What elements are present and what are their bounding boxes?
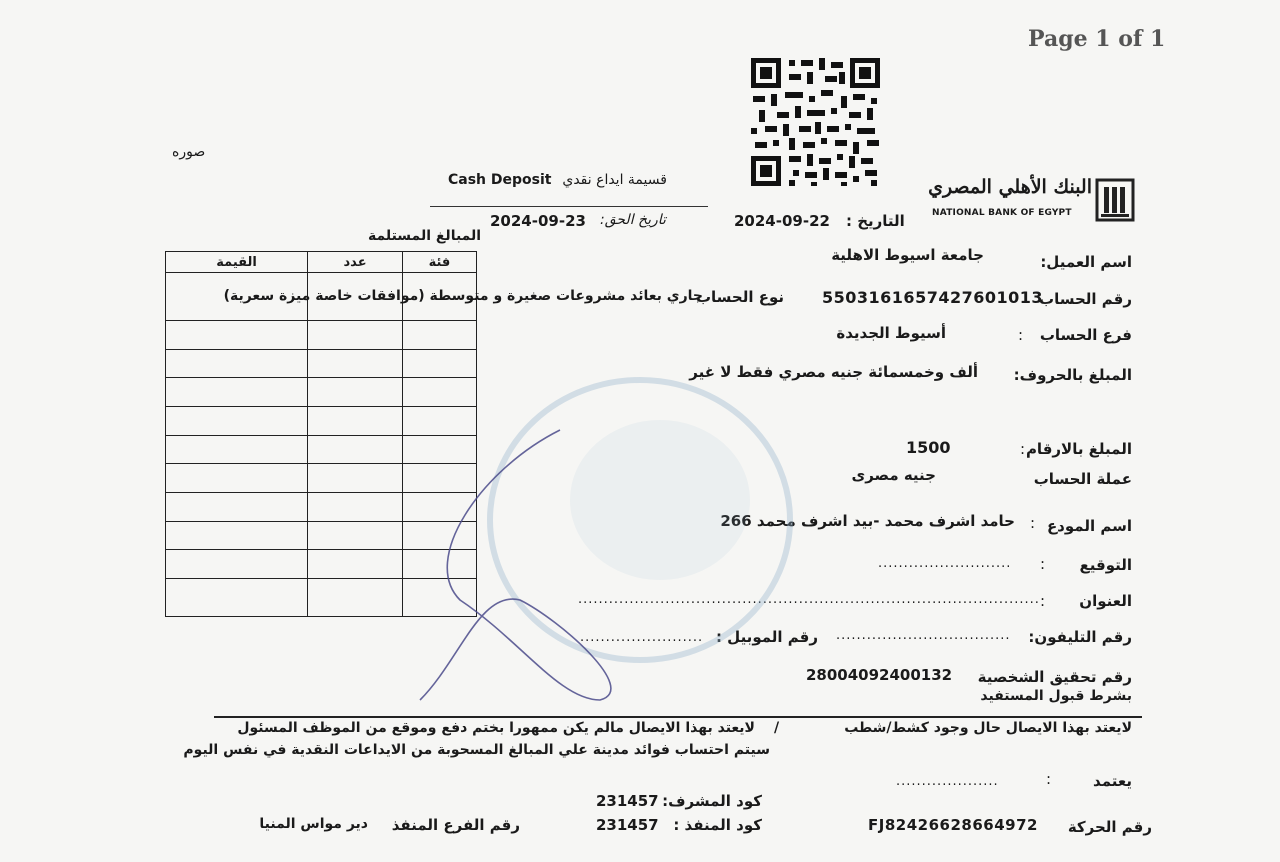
table-cell	[308, 521, 403, 550]
table-cell	[402, 406, 476, 435]
transaction-no-label: رقم الحركة	[1067, 818, 1152, 836]
table-cell	[308, 321, 403, 350]
currency-label: عملة الحساب	[1033, 470, 1132, 488]
table-cell	[308, 349, 403, 378]
notice-line1-left: لايعتد بهذا الايصال مالم يكن ممهورا بختم دفع وموقع من الموظف المسئول	[237, 720, 755, 736]
currency-value: جنيه مصرى	[851, 466, 936, 484]
executor-code-label: كود المنفذ :	[673, 816, 762, 834]
header-value: القيمة	[166, 252, 308, 273]
form-title-en: Cash Deposit	[448, 172, 552, 188]
id-label: رقم تحقيق الشخصية	[977, 668, 1132, 686]
table-cell	[402, 492, 476, 521]
table-cell	[166, 378, 308, 407]
beneficiary-note: بشرط قبول المستفيد	[980, 688, 1132, 704]
table-row	[166, 321, 477, 350]
mobile-field: ........................	[580, 630, 704, 645]
phone-field: ..................................	[836, 628, 1011, 643]
table-cell	[308, 492, 403, 521]
notice-line1-sep: /	[774, 720, 780, 736]
table-cell	[402, 579, 476, 617]
mobile-label: رقم الموبيل :	[715, 628, 818, 646]
photo-label: صوره	[172, 144, 206, 160]
address-sep: :	[1040, 592, 1046, 610]
approved-field: ....................	[896, 774, 999, 789]
table-cell	[308, 550, 403, 579]
header-denomination: فئة	[402, 252, 476, 273]
amount-digits-sep: :	[1020, 440, 1026, 458]
signature-field: ..........................	[878, 556, 1012, 571]
table-cell	[402, 550, 476, 579]
table-cell	[166, 550, 308, 579]
bank-stamp-fill	[570, 420, 750, 580]
table-row	[166, 349, 477, 378]
table-cell	[166, 579, 308, 617]
depositor-value: حامد اشرف محمد -بيد اشرف محمد 266	[720, 512, 1015, 530]
supervisor-code-label: كود المشرف:	[662, 792, 762, 810]
received-amounts-table	[165, 251, 477, 617]
table-cell	[402, 435, 476, 464]
table-row	[166, 492, 477, 521]
table-header-row	[166, 252, 477, 273]
date-value: 2024-09-22	[734, 212, 830, 230]
title-divider	[430, 206, 708, 207]
table-row	[166, 521, 477, 550]
executing-branch-label: رقم الفرع المنفذ	[391, 816, 520, 834]
table-row	[166, 550, 477, 579]
form-title-ar: قسيمة ايداع نقدي	[562, 172, 667, 188]
table-row	[166, 435, 477, 464]
table-cell	[308, 406, 403, 435]
approved-sep: :	[1046, 770, 1052, 788]
table-cell	[166, 521, 308, 550]
qr-code	[749, 56, 882, 188]
account-type-value: جاري بعائد مشروعات صغيرة و متوسطة (موافقات خاصة ميزة سعرية)	[223, 288, 703, 304]
form-title	[448, 172, 667, 188]
table-cell	[166, 349, 308, 378]
received-amounts-title: المبالغ المستلمة	[368, 228, 482, 244]
phone-label: رقم التليفون:	[1028, 628, 1132, 646]
table-cell	[402, 464, 476, 493]
table-cell	[308, 378, 403, 407]
table-cell	[308, 579, 403, 617]
notice-divider	[214, 716, 1142, 718]
bank-name-ar: البنك الأهلي المصري	[928, 176, 1092, 198]
table-cell	[402, 349, 476, 378]
table-cell	[166, 406, 308, 435]
account-no-label: رقم الحساب	[1039, 290, 1132, 308]
approved-label: يعتمد	[1093, 772, 1132, 790]
table-cell	[308, 435, 403, 464]
signature-sep: :	[1040, 555, 1046, 573]
table-row	[166, 406, 477, 435]
address-field: ..........................................................................................	[578, 592, 1040, 607]
notice-line1-right: لايعتد بهذا الايصال حال وجود كشط/شطب	[844, 720, 1132, 736]
amount-words-label: المبلغ بالحروف:	[1013, 366, 1132, 384]
branch-value: أسيوط الجديدة	[836, 324, 946, 342]
amount-digits-label: المبلغ بالارقام	[1025, 440, 1132, 458]
bank-emblem-icon	[1095, 178, 1135, 222]
table-cell	[402, 378, 476, 407]
branch-sep: :	[1018, 326, 1024, 344]
supervisor-code-value: 231457	[596, 792, 659, 810]
executor-code-value: 231457	[596, 816, 659, 834]
bank-logo	[928, 176, 1142, 224]
branch-label: فرع الحساب	[1039, 326, 1132, 344]
address-label: العنوان	[1079, 592, 1132, 610]
bank-name-en: NATIONAL BANK OF EGYPT	[932, 208, 1072, 218]
signature-label: التوقيع	[1079, 556, 1132, 574]
client-name-value: جامعة اسيوط الاهلية	[831, 246, 984, 264]
amount-words-value: ألف وخمسمائة جنيه مصري فقط لا غير	[689, 363, 978, 381]
table-cell	[166, 464, 308, 493]
date-label: التاريخ :	[846, 212, 905, 230]
value-date-value: 2024-09-23	[490, 212, 586, 230]
depositor-label: اسم المودع	[1046, 517, 1132, 535]
depositor-sep: :	[1030, 514, 1036, 532]
table-cell	[402, 321, 476, 350]
table-cell	[402, 521, 476, 550]
table-row	[166, 464, 477, 493]
table-row	[166, 378, 477, 407]
value-date-label: تاريخ الحق:	[600, 212, 666, 228]
account-type-label: نوع الحساب	[695, 288, 784, 306]
table-cell	[166, 492, 308, 521]
page-indicator: Page 1 of 1	[1028, 26, 1166, 52]
account-no-value: 5503161657427601013	[822, 288, 1044, 307]
table-cell	[166, 435, 308, 464]
amount-digits-value: 1500	[906, 438, 951, 457]
executing-branch-value: دير مواس المنيا	[259, 816, 368, 832]
table-cell	[166, 321, 308, 350]
notice-line2: سيتم احتساب فوائد مدينة علي المبالغ المسحوبة من الايداعات النقدية في نفس اليوم	[183, 742, 770, 758]
client-name-label: اسم العميل:	[1040, 253, 1132, 271]
table-row	[166, 579, 477, 617]
id-value: 28004092400132	[806, 666, 953, 684]
table-cell	[308, 464, 403, 493]
header-count: عدد	[308, 252, 403, 273]
transaction-no-value: FJ82426628664972	[868, 816, 1038, 834]
